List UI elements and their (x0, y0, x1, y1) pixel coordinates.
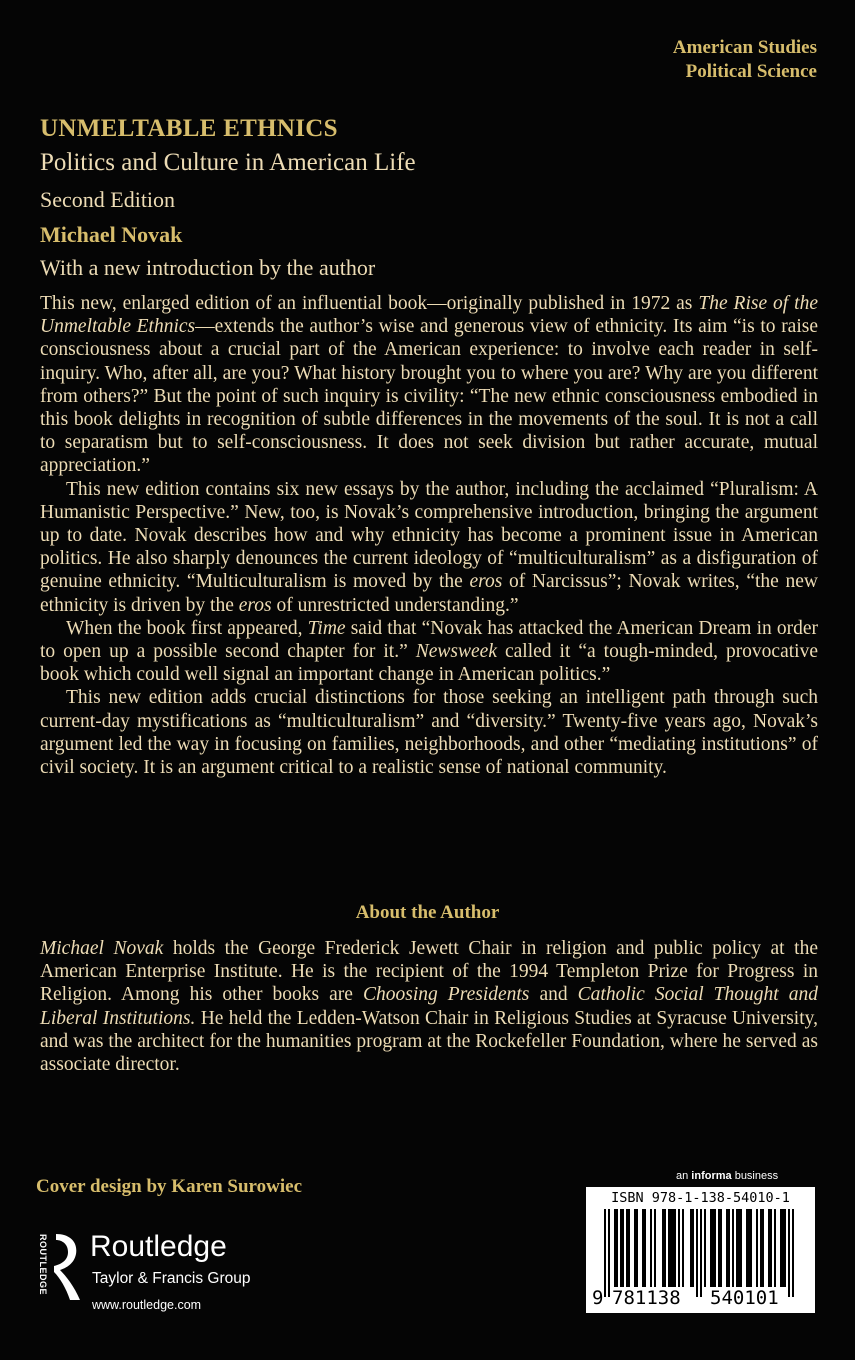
publisher-url: www.routledge.com (92, 1298, 202, 1312)
book-title: UNMELTABLE ETHNICS (40, 115, 338, 142)
description-paragraph: This new edition contains six new essays by the author, including the acclaimed “Pluralism: A Humanistic Perspective.” New, too, is Novak’s comprehensive introduction, bringing the argument up to date. Novak describes how and why ethnicity has become a prominent issue in American politics. He also sharply denounces the current ideology of “multiculturalism” as a disfiguration of genuine ethnicity. “Multiculturalism is moved by the eros of Narcissus”; Novak writes, “the new ethnicity is driven by the eros of unrestricted understanding.” (40, 478, 818, 616)
description-paragraph: This new, enlarged edition of an influential book—originally published in 1972 as The Rise of the Unmeltable Ethnics—extends the author’s wise and generous view of ethnicity. Its aim “is to raise consciousness about a crucial part of the American experience: to involve each reader in self-inquiry. Who, after all, are you? What history brought you to where you are? Why are you different from others?” But the point of such inquiry is civility: “The new ethnic consciousness embodied in this book delights in recognition of subtle differences in the movements of the soul. It is not a call to separatism but to self-consciousness. It does not seek division but rather accurate, mutual appreciation.” (40, 293, 818, 477)
publisher-logo (34, 1232, 294, 1322)
book-description (40, 292, 818, 779)
barcode-lead-digit: 9 (592, 1287, 604, 1309)
subject-american-studies: American Studies (672, 37, 817, 58)
subject-category (673, 36, 817, 84)
about-author-text: Michael Novak holds the George Frederick Jewett Chair in religion and public policy at the American Enterprise Institute. He is the recipient of the 1994 Templeton Prize for Progress in Religion. Among his other books are Choosing Presidents and Catholic Social Thought and Liberal Institutions. He held the Ledden-Watson Chair in Religious Studies at Syracuse University, and was the architect for the humanities program at the Rockefeller Foundation, where he served as associate director. (40, 938, 818, 1076)
publisher-name: Routledge (90, 1230, 227, 1263)
about-author-heading: About the Author (355, 902, 500, 923)
informa-tagline: an informa business (676, 1170, 779, 1182)
barcode-right-digits: 540101 (710, 1287, 779, 1309)
book-author: Michael Novak (40, 222, 183, 247)
barcode-left-digits: 781138 (612, 1287, 681, 1309)
informa-brand: informa (691, 1170, 732, 1182)
book-edition: Second Edition (40, 187, 176, 212)
isbn-barcode (586, 1187, 815, 1313)
publisher-group: Taylor & Francis Group (92, 1270, 251, 1287)
isbn-number: ISBN 978-1-138-54010-1 (611, 1190, 790, 1206)
description-paragraph: When the book first appeared, Time said that “Novak has attacked the American Dream in order to open up a possible second chapter for it.” Newsweek called it “a tough-minded, provocative book which could well signal an important change in American politics.” (40, 617, 818, 686)
routledge-r-icon (48, 1232, 84, 1302)
publisher-vertical-text: ROUTLEDGE (38, 1234, 48, 1296)
author-name: Michael Novak (40, 938, 164, 959)
title-block (40, 114, 820, 284)
cover-design-credit: Cover design by Karen Surowiec (36, 1176, 303, 1197)
description-paragraph: This new edition adds crucial distinctions for those seeking an intelligent path through such current-day mystifications as “multiculturalism” and “diversity.” Twenty-five years ago, Novak’s argument led the way in focusing on families, neighborhoods, and other “mediating institutions” of civil society. It is an argument critical to a realistic sense of national community. (40, 687, 818, 779)
book-subtitle: Politics and Culture in American Life (40, 149, 416, 176)
subject-political-science: Political Science (685, 61, 817, 82)
original-title: The Rise of the Unmeltable Ethnics (40, 293, 818, 338)
intro-note: With a new introduction by the author (40, 255, 376, 280)
